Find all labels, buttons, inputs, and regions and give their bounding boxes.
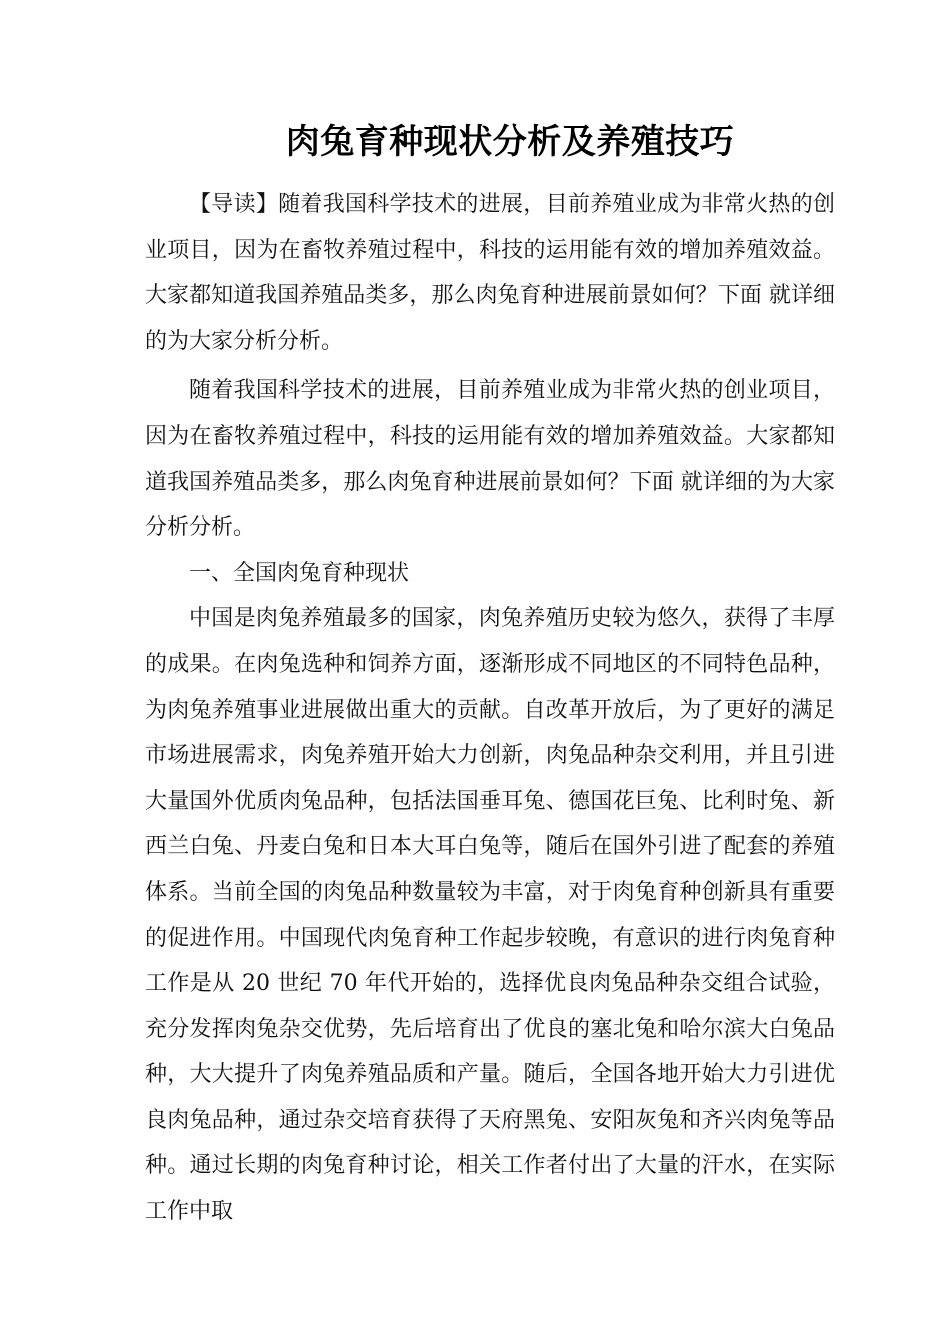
body-paragraph: 中国是肉兔养殖最多的国家，肉兔养殖历史较为悠久，获得了丰厚的成果。在肉兔选种和饲养方面，逐渐形成不同地区的不同特色品种，为肉兔养殖事业进展做出重大的贡献。自改革开放后，为了更好的满足市场进展需求，肉兔养殖开始大力创新，肉兔品种杂交利用，并且引进大量国外优质肉兔品种，包括法国垂耳兔、德国花巨兔、比利时兔、新西兰白兔、丹麦白兔和日本大耳白兔等，随后在国外引进了配套的养殖体系。当前全国的肉兔品种数量较为丰富，对于肉兔育种创新具有重要的促进作用。中国现代肉兔育种工作起步较晚，有意识的进行肉兔育种工作是从 20 世纪 70 年代开始的，选择优良肉兔品种杂交组合试验，充分发挥肉兔杂交优势，先后培育出了优良的塞北兔和哈尔滨大白兔品种，大大提升了肉兔养殖品质和产量。随后，全国各地开始大力引进优良肉兔品种，通过杂交培育获得了天府黑兔、安阳灰兔和齐兴肉兔等品种。通过长期的肉兔育种讨论，相关工作者付出了大量的汗水，在实际工作中取 bbox=[145, 606, 835, 1225]
body-paragraph: 随着我国科学技术的进展，目前养殖业成为非常火热的创业项目，因为在畜牧养殖过程中，科技的运用能有效的增加养殖效益。大家都知道我国养殖品类多，那么肉兔育种进展前景如何？下面 就详细的为大家分析分析。 bbox=[145, 378, 835, 541]
document-title: 肉兔育种现状分析及养殖技巧 bbox=[285, 122, 735, 162]
document-body bbox=[145, 182, 835, 1235]
intro-paragraph: 【导读】随着我国科学技术的进展，目前养殖业成为非常火热的创业项目，因为在畜牧养殖过程中，科技的运用能有效的增加养殖效益。大家都知道我国养殖品类多，那么肉兔育种进展前景如何？下面 就详细的为大家分析分析。 bbox=[145, 192, 835, 354]
section-heading: 一、全国肉兔育种现状 bbox=[189, 560, 410, 586]
